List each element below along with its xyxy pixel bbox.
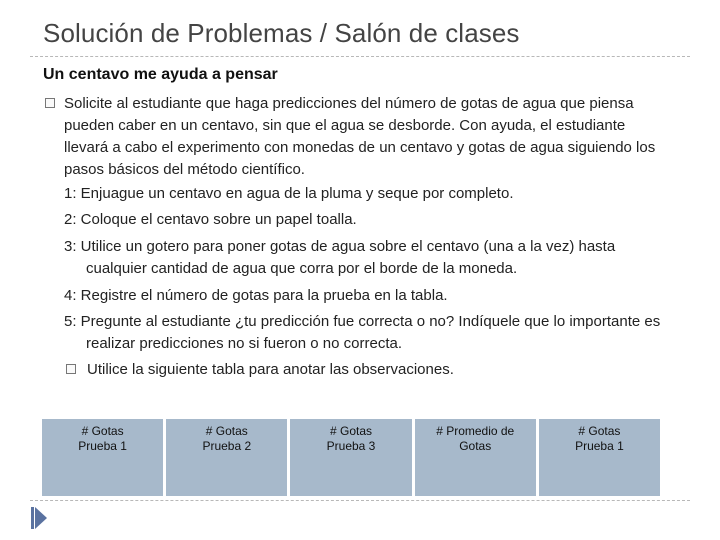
bottom-divider <box>30 500 690 501</box>
step-item: 3: Utilice un gotero para poner gotas de agua sobre el centavo (una a la vez) hasta cualquier cantidad de agua que corra por el borde de la moneda. <box>64 238 616 277</box>
step-item: 4: Registre el número de gotas para la prueba en la tabla. <box>64 287 448 304</box>
page-title: Solución de Problemas / Salón de clases <box>43 18 520 48</box>
table-header-cell: # Gotas Prueba 1 <box>539 419 660 496</box>
step-item: 2: Coloque el centavo sobre un papel toalla. <box>64 211 357 228</box>
slide-subtitle: Un centavo me ayuda a pensar <box>43 66 278 83</box>
square-bullet-icon <box>66 364 76 374</box>
step-item: 5: Pregunte al estudiante ¿tu predicción fue correcta o no? Indíquele que lo importante es realizar predicciones no si fueron o no correcta. <box>64 313 661 352</box>
table-header-cell: # Gotas Prueba 1 <box>42 419 163 496</box>
nav-bar-icon <box>31 507 34 529</box>
nav-arrow-icon[interactable] <box>35 507 47 529</box>
sub-bullet-text: Utilice la siguiente tabla para anotar las observaciones. <box>87 361 454 378</box>
table-header-cell: # Gotas Prueba 2 <box>166 419 287 496</box>
table-header-cell: # Promedio de Gotas <box>415 419 536 496</box>
intro-paragraph: Solicite al estudiante que haga predicciones del número de gotas de agua que piensa pueden caber en un centavo, sin que el agua se desborde. Con ayuda, el estudiante llevará a cabo el experimento con monedas de un centavo y gotas de agua siguiendo los pasos básicos del método científico. <box>64 95 656 178</box>
observation-table <box>42 419 660 496</box>
table-header-cell: # Gotas Prueba 3 <box>290 419 411 496</box>
top-divider <box>30 56 690 57</box>
step-item: 1: Enjuague un centavo en agua de la pluma y seque por completo. <box>64 185 514 202</box>
square-bullet-icon <box>45 98 55 108</box>
